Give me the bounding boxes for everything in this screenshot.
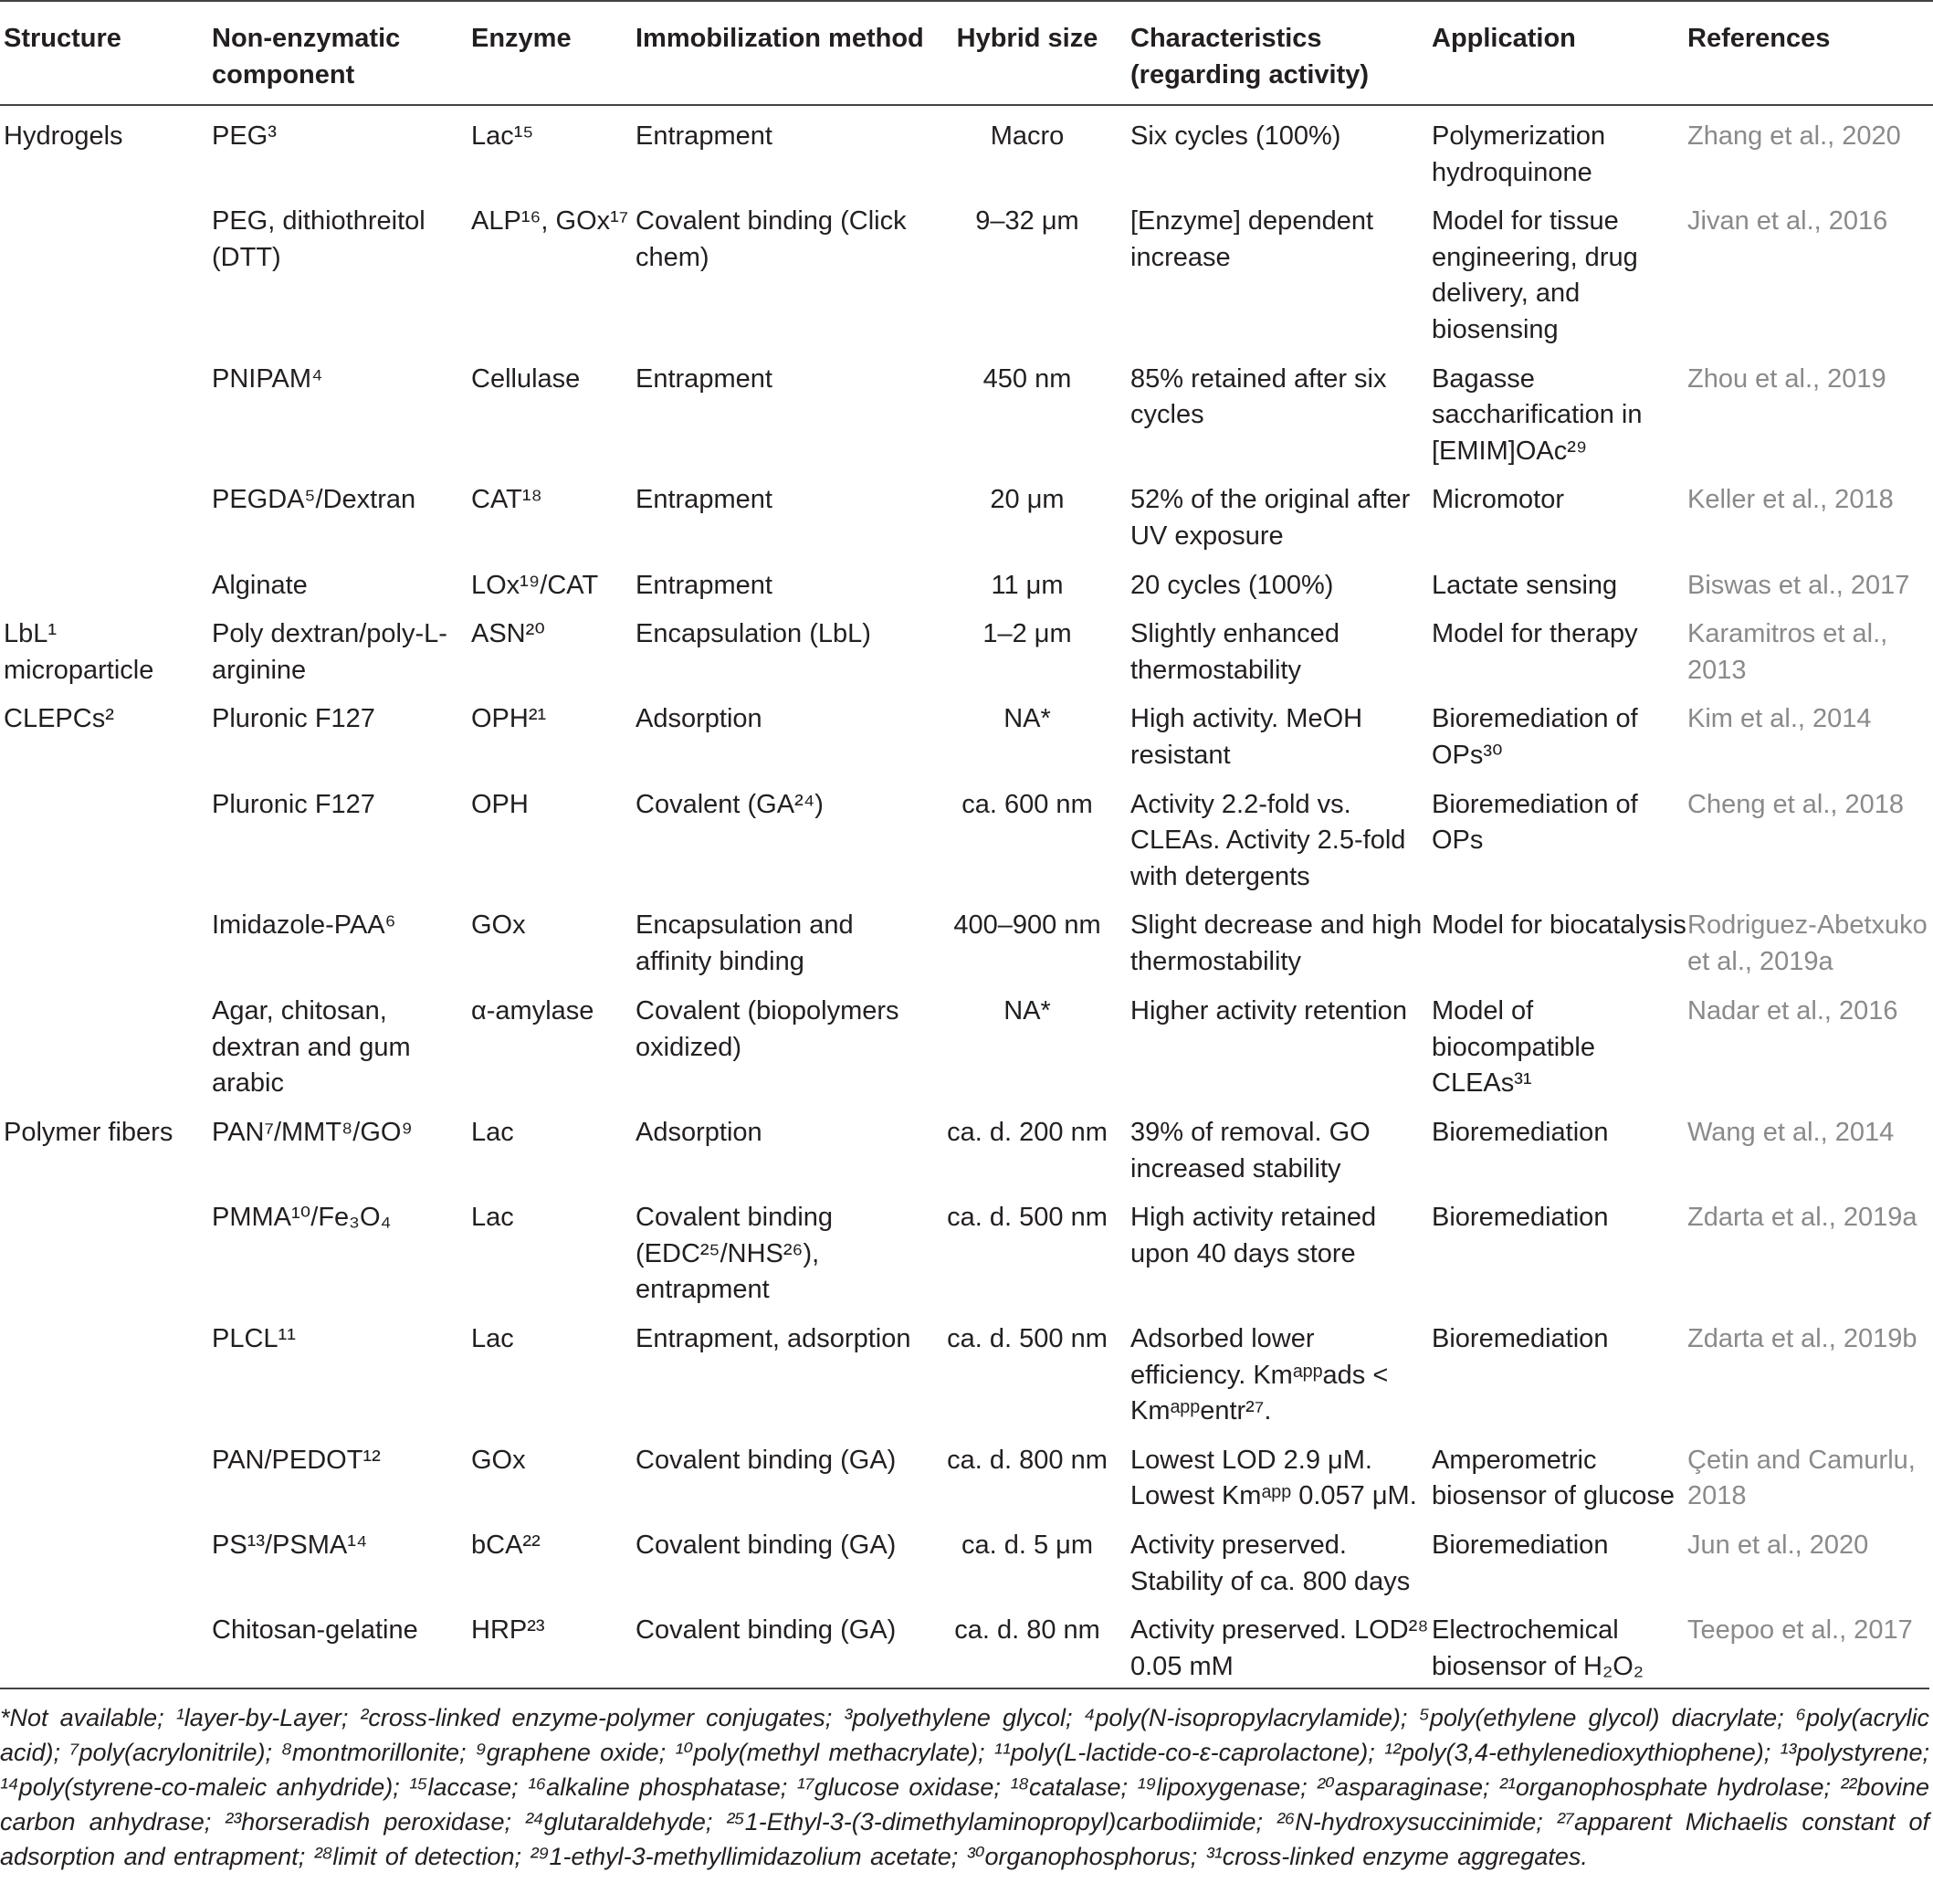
cell-component: PS¹³/PSMA¹⁴ — [212, 1531, 368, 1560]
cell-structure — [0, 774, 212, 896]
header-enzyme: Enzyme — [471, 24, 572, 53]
cell-component: PMMA¹⁰/Fe₃O₄ — [212, 1203, 392, 1233]
cell-reference: Wang et al., 2014 — [1687, 1118, 1895, 1148]
cell-enzyme: HRP²³ — [471, 1615, 545, 1646]
cell-characteristics: Higher activity retention — [1130, 996, 1408, 1026]
cell-characteristics: Slight decrease and high thermostability — [1130, 910, 1423, 976]
cell-structure — [0, 1430, 212, 1515]
cell-reference: Kim et al., 2014 — [1687, 704, 1872, 734]
cell-reference: Zhang et al., 2020 — [1687, 121, 1901, 151]
cell-size: 20 μm — [990, 485, 1065, 515]
table-row — [0, 555, 1933, 605]
cell-application: Model for biocatalysis — [1432, 910, 1686, 941]
table-row — [0, 981, 1933, 1102]
cell-application: Electrochemical biosensor of H₂O₂ — [1432, 1615, 1644, 1681]
cell-size: ca. 600 nm — [961, 789, 1093, 819]
cell-component: PAN⁷/MMT⁸/GO⁹ — [212, 1118, 413, 1148]
cell-application: Bioremediation of OPs — [1432, 789, 1638, 856]
cell-size: ca. d. 500 nm — [947, 1203, 1108, 1233]
cell-component: Poly dextran/poly-L-arginine — [212, 619, 447, 685]
cell-size: NA* — [1003, 704, 1051, 734]
cell-method: Entrapment — [636, 363, 772, 394]
cell-reference: Zhou et al., 2019 — [1687, 363, 1886, 394]
cell-characteristics: Activity 2.2-fold vs. CLEAs. Activity 2.5-fold with detergents — [1130, 789, 1406, 891]
cell-enzyme: Lac — [471, 1203, 514, 1233]
cell-enzyme: GOx — [471, 1445, 526, 1475]
header-method: Immobilization method — [636, 24, 924, 53]
cell-method: Entrapment — [636, 121, 772, 151]
cell-method: Encapsulation and affinity binding — [636, 910, 854, 976]
cell-component: Pluronic F127 — [212, 704, 375, 734]
cell-component: PEG, dithiothreitol (DTT) — [212, 206, 425, 272]
cell-component: Chitosan-gelatine — [212, 1615, 418, 1646]
cell-enzyme: OPH — [471, 789, 529, 819]
cell-size: ca. d. 5 μm — [961, 1531, 1094, 1560]
cell-enzyme: ASN²⁰ — [471, 619, 545, 649]
cell-reference: Rodriguez-Abetxuko et al., 2019a — [1687, 910, 1928, 976]
cell-reference: Nadar et al., 2016 — [1687, 996, 1898, 1026]
cell-characteristics: High activity. MeOH resistant — [1130, 704, 1363, 770]
cell-structure — [0, 1309, 212, 1430]
cell-structure: Polymer fibers — [4, 1118, 173, 1148]
header-size: Hybrid size — [956, 24, 1098, 53]
table-row — [0, 895, 1933, 981]
cell-structure — [0, 1187, 212, 1309]
table-row — [0, 1309, 1933, 1430]
cell-method: Covalent (biopolymers oxidized) — [636, 996, 899, 1062]
table-row — [0, 689, 1933, 773]
cell-component: PEG³ — [212, 121, 277, 151]
cell-enzyme: Lac — [471, 1324, 514, 1354]
cell-method: Entrapment — [636, 570, 772, 600]
cell-size: 11 μm — [991, 570, 1064, 600]
cell-characteristics: Activity preserved. LOD²⁸ 0.05 mM — [1130, 1615, 1429, 1681]
header-application: Application — [1432, 24, 1576, 53]
cell-characteristics: 20 cycles (100%) — [1130, 570, 1334, 600]
cell-characteristics: Six cycles (100%) — [1130, 121, 1341, 151]
cell-size: 9–32 μm — [975, 206, 1079, 237]
cell-method: Covalent binding (EDC²⁵/NHS²⁶), entrapment — [636, 1203, 834, 1305]
table-row — [0, 1102, 1933, 1187]
cell-size: Macro — [990, 121, 1065, 151]
cell-reference: Teepoo et al., 2017 — [1687, 1615, 1913, 1646]
cell-method: Covalent binding (Click chem) — [636, 206, 907, 272]
cell-characteristics: Adsorbed lower efficiency. Kmᵃᵖᵖads < Kmᵃᵖᵖentr²⁷. — [1130, 1324, 1389, 1426]
cell-application: Bioremediation — [1432, 1324, 1609, 1354]
cell-method: Covalent binding (GA) — [636, 1615, 897, 1646]
cell-characteristics: High activity retained upon 40 days store — [1130, 1203, 1377, 1268]
table-row — [0, 1600, 1933, 1685]
cell-enzyme: Lac — [471, 1118, 514, 1148]
cell-application: Bioremediation — [1432, 1118, 1609, 1148]
cell-structure — [0, 349, 212, 470]
cell-method: Entrapment, adsorption — [636, 1324, 911, 1354]
cell-method: Adsorption — [636, 1118, 762, 1148]
cell-structure — [0, 469, 212, 554]
cell-reference: Jivan et al., 2016 — [1687, 206, 1888, 237]
cell-characteristics: 85% retained after six cycles — [1130, 363, 1387, 430]
cell-enzyme: GOx — [471, 910, 526, 941]
cell-characteristics: [Enzyme] dependent increase — [1130, 206, 1374, 272]
cell-enzyme: OPH²¹ — [471, 704, 547, 734]
cell-application: Bioremediation — [1432, 1531, 1609, 1560]
cell-size: 1–2 μm — [982, 619, 1072, 649]
cell-method: Covalent (GA²⁴) — [636, 789, 824, 819]
cell-reference: Zdarta et al., 2019b — [1687, 1324, 1917, 1354]
cell-component: Alginate — [212, 570, 308, 600]
cell-reference: Karamitros et al., 2013 — [1687, 619, 1888, 685]
table-footnotes: *Not available; ¹layer-by-Layer; ²cross-linked enzyme-polymer conjugates; ³polyethylene glycol; ⁴poly(N-isopropylacrylamide); ⁵poly(ethylene glycol) diacrylate; ⁶poly(acrylic acid); ⁷poly(acrylonitrile); ⁸montmorillonite; ⁹graphene oxide; ¹⁰poly(methyl methacrylate); ¹¹poly(L-lactide-co-ε-caprolactone); ¹²poly(3,4-ethylenedioxythiophene); ¹³polystyrene; ¹⁴poly(styrene-co-maleic anhydride); ¹⁵laccase; ¹⁶alkaline phosphatase; ¹⁷glucose oxidase; ¹⁸catalase; ¹⁹lipoxygenase; ²⁰asparaginase; ²¹organophosphate hydrolase; ²²bovine carbon anhydrase; ²³horseradish peroxidase; ²⁴glutaraldehyde; ²⁵1-Ethyl-3-(3-dimethylaminopropyl)carbodiimide; ²⁶N-hydroxysuccinimide; ²⁷apparent Michaelis constant of adsorption and entrapment; ²⁸limit of detection; ²⁹1-ethyl-3-methyllimidazolium acetate; ³⁰organophosphorus; ³¹cross-linked enzyme aggregates. — [0, 1688, 1929, 1874]
cell-reference: Keller et al., 2018 — [1687, 485, 1894, 515]
cell-application: Amperometric biosensor of glucose — [1432, 1445, 1675, 1511]
cell-application: Model of biocompatible CLEAs³¹ — [1432, 996, 1595, 1099]
header-structure: Structure — [4, 24, 121, 53]
cell-application: Model for therapy — [1432, 619, 1638, 649]
cell-structure: CLEPCs² — [4, 704, 114, 734]
cell-method: Covalent binding (GA) — [636, 1445, 897, 1475]
table-row — [0, 604, 1933, 689]
cell-component: PNIPAM⁴ — [212, 363, 323, 394]
cell-enzyme: bCA²² — [471, 1531, 541, 1560]
cell-reference: Çetin and Camurlu, 2018 — [1687, 1445, 1916, 1511]
cell-size: NA* — [1003, 996, 1051, 1026]
cell-characteristics: 39% of removal. GO increased stability — [1130, 1118, 1371, 1183]
cell-application: Bioremediation — [1432, 1203, 1609, 1233]
cell-enzyme: LOx¹⁹/CAT — [471, 570, 599, 600]
table-body — [0, 105, 1933, 1685]
table-header — [0, 1, 1933, 105]
cell-size: ca. d. 500 nm — [947, 1324, 1108, 1354]
header-references: References — [1687, 24, 1831, 53]
cell-method: Covalent binding (GA) — [636, 1531, 897, 1560]
cell-structure — [0, 981, 212, 1102]
cell-method: Adsorption — [636, 704, 762, 734]
table-row — [0, 349, 1933, 470]
cell-component: PEGDA⁵/Dextran — [212, 485, 416, 515]
cell-component: Imidazole-PAA⁶ — [212, 910, 396, 941]
cell-size: 450 nm — [982, 363, 1072, 394]
table-row — [0, 1430, 1933, 1515]
cell-reference: Zdarta et al., 2019a — [1687, 1203, 1917, 1233]
cell-application: Lactate sensing — [1432, 570, 1618, 600]
table-row — [0, 774, 1933, 896]
cell-reference: Biswas et al., 2017 — [1687, 570, 1910, 600]
cell-structure — [0, 895, 212, 981]
cell-reference: Cheng et al., 2018 — [1687, 789, 1905, 819]
cell-enzyme: CAT¹⁸ — [471, 485, 542, 515]
cell-structure — [0, 1515, 212, 1600]
cell-component: PAN/PEDOT¹² — [212, 1445, 381, 1475]
cell-application: Micromotor — [1432, 485, 1565, 515]
header-characteristics: Characteristics (regarding activity) — [1130, 24, 1370, 89]
table-row — [0, 105, 1933, 191]
cell-structure: Hydrogels — [4, 121, 123, 151]
cell-component: PLCL¹¹ — [212, 1324, 296, 1354]
cell-size: 400–900 nm — [953, 910, 1101, 941]
cell-characteristics: 52% of the original after UV exposure — [1130, 485, 1411, 551]
cell-structure: LbL¹ microparticle — [4, 619, 154, 685]
cell-characteristics: Activity preserved. Stability of ca. 800 days — [1130, 1531, 1411, 1596]
cell-application: Model for tissue engineering, drug delivery, and biosensing — [1432, 206, 1638, 344]
table-row — [0, 1515, 1933, 1600]
cell-method: Encapsulation (LbL) — [636, 619, 871, 649]
cell-component: Pluronic F127 — [212, 789, 375, 819]
cell-application: Bagasse saccharification in [EMIM]OAc²⁹ — [1432, 363, 1643, 466]
cell-component: Agar, chitosan, dextran and gum arabic — [212, 996, 411, 1099]
cell-enzyme: α-amylase — [471, 996, 594, 1026]
table-row — [0, 1187, 1933, 1309]
cell-application: Bioremediation of OPs³⁰ — [1432, 704, 1638, 770]
cell-application: Polymerization hydroquinone — [1432, 121, 1606, 187]
table-row — [0, 191, 1933, 348]
cell-method: Entrapment — [636, 485, 772, 515]
cell-enzyme: ALP¹⁶, GOx¹⁷ — [471, 206, 629, 237]
table-row — [0, 469, 1933, 554]
cell-structure — [0, 191, 212, 348]
cell-structure — [0, 555, 212, 605]
cell-reference: Jun et al., 2020 — [1687, 1531, 1869, 1560]
cell-size: ca. d. 200 nm — [947, 1118, 1108, 1148]
cell-enzyme: Cellulase — [471, 363, 581, 394]
cell-characteristics: Lowest LOD 2.9 μM. Lowest Kmᵃᵖᵖ 0.057 μM. — [1130, 1445, 1417, 1511]
cell-size: ca. d. 80 nm — [954, 1615, 1100, 1646]
cell-structure — [0, 1600, 212, 1685]
cell-characteristics: Slightly enhanced thermostability — [1130, 619, 1339, 685]
header-component: Non-enzymatic component — [212, 24, 401, 89]
cell-enzyme: Lac¹⁵ — [471, 121, 534, 151]
cell-size: ca. d. 800 nm — [947, 1445, 1108, 1475]
